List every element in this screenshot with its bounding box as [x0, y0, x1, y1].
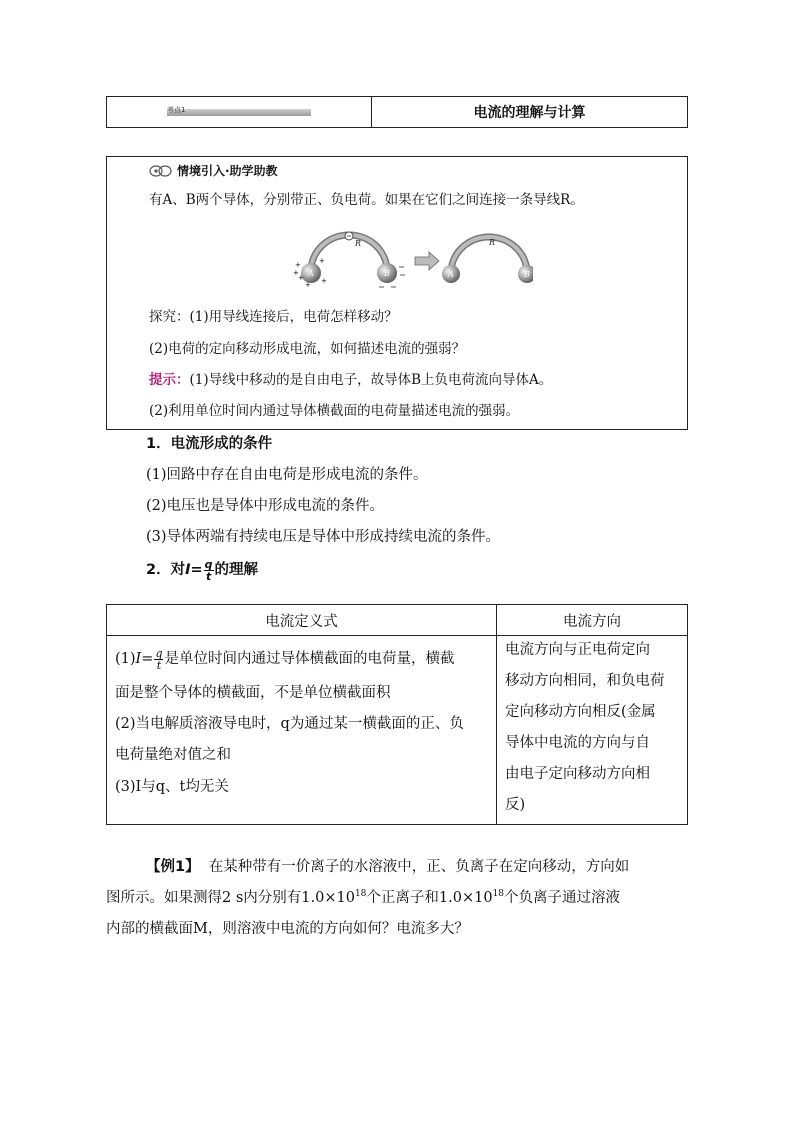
example-line-1-text: 在某种带有一价离子的水溶液中，正、负离子在定向移动，方向如	[208, 859, 630, 875]
svg-text:+: +	[293, 269, 299, 277]
table-left-line-1: (1)I= $\frac{q}{t}$ 是单位时间内通过导体横截面的电荷量，横截	[115, 646, 455, 672]
scenario-box	[106, 156, 688, 430]
example-line-2	[106, 886, 620, 907]
understanding-heading-post: 的理解	[214, 562, 259, 578]
svg-text:+: +	[319, 257, 325, 265]
example-line-2b: 个正离子和1.0×10	[366, 890, 493, 906]
understanding-heading-pre: 2．对	[146, 562, 186, 578]
example-line-2c: 个负离子通过溶液	[504, 890, 621, 906]
section-tag-bar	[167, 109, 311, 116]
section-tag: 考点1	[167, 106, 186, 114]
table-right-line-5: 由电子定向移动方向相	[505, 766, 650, 782]
example-label: 【例1】	[146, 859, 200, 875]
conductor-b-label-1: B	[384, 269, 390, 278]
scenario-intro: 有A、B两个导体，分别带正、负电荷。如果在它们之间连接一条导线R。	[149, 192, 584, 208]
left-prefix: (1)	[115, 651, 136, 667]
table-left-line-5: (3)I与q、t均无关	[115, 779, 229, 795]
cell-formula-fraction: $\frac{q}{t}$	[155, 646, 163, 672]
table-left-line-3: (2)当电解质溶液导电时，q为通过某一横截面的正、负	[115, 716, 464, 732]
condition-item-3: (3)导体两端有持续电压是导体中形成持续电流的条件。	[146, 529, 501, 545]
section-title: 电流的理解与计算	[473, 105, 586, 121]
table-right-line-6: 反)	[505, 797, 526, 813]
left-line-1-text: 是单位时间内通过导体横截面的电荷量，横截	[164, 651, 455, 667]
scenario-icon	[149, 165, 173, 177]
conductor-b-label-2: B	[524, 270, 530, 279]
svg-text:+: +	[321, 277, 327, 285]
svg-text:+: +	[298, 274, 304, 282]
conductor-diagram	[283, 223, 533, 293]
conductor-b-minus	[377, 263, 405, 287]
table-left-line-4: 电荷量绝对值之和	[115, 747, 231, 763]
table-column-divider	[496, 605, 497, 824]
scenario-title	[149, 162, 278, 179]
table-header-direction: 电流方向	[497, 605, 687, 636]
scenario-title-text: 情境引入·助学助教	[177, 164, 278, 178]
condition-item-2: (2)电压也是导体中形成电流的条件。	[146, 498, 385, 514]
wire-label-r: R	[355, 239, 362, 248]
example-line-2a: 图所示。如果测得2 s内分别有1.0×10	[106, 890, 355, 906]
conductor-a-label: A	[308, 269, 314, 278]
table-right-line-1: 电流方向与正电荷定向	[505, 642, 650, 658]
condition-item-1: (1)回路中存在自由电荷是形成电流的条件。	[146, 467, 428, 483]
definition-table	[106, 604, 688, 825]
table-right-line-3: 定向移动方向相反(金属	[505, 704, 656, 720]
conductor-a-label-2: A	[448, 270, 454, 279]
formula-fraction: $\frac{q}{t}$	[204, 557, 213, 583]
scenario-hint-2: (2)利用单位时间内通过导体横截面的电荷量描述电流的强弱。	[149, 403, 520, 419]
scenario-question-1: 探究：(1)用导线连接后，电荷怎样移动？	[149, 309, 398, 325]
svg-text:+: +	[295, 261, 301, 269]
arrow-icon	[415, 252, 439, 270]
hint-text: (1)导线中移动的是自由电子，故导体B上负电荷流向导体A。	[189, 372, 553, 388]
table-right-line-2: 移动方向相同，和负电荷	[505, 673, 665, 689]
table-header-definition: 电流定义式	[107, 605, 496, 636]
example-line-1	[146, 855, 629, 876]
understanding-heading: 2．对I= $\frac{q}{t}$ 的理解	[146, 557, 259, 583]
table-right-line-4: 导体中电流的方向与自	[505, 735, 650, 751]
example-exp-2: 18	[492, 889, 505, 900]
table-left-line-2: 面是整个导体的横截面，不是单位横截面积	[115, 685, 391, 701]
scenario-question-2: (2)电荷的定向移动形成电流，如何描述电流的强弱？	[149, 341, 466, 357]
wire-label-r-2: R	[489, 238, 496, 247]
hint-label: 提示：	[149, 372, 190, 388]
example-line-3: 内部的横截面M，则溶液中电流的方向如何？电流多大？	[106, 921, 469, 937]
example-exp-1: 18	[354, 889, 367, 900]
conditions-heading: 1．电流形成的条件	[146, 436, 273, 452]
svg-text:+: +	[305, 281, 311, 289]
section-header	[106, 96, 688, 128]
scenario-hint	[149, 368, 552, 388]
section-tag-cell	[107, 97, 372, 127]
